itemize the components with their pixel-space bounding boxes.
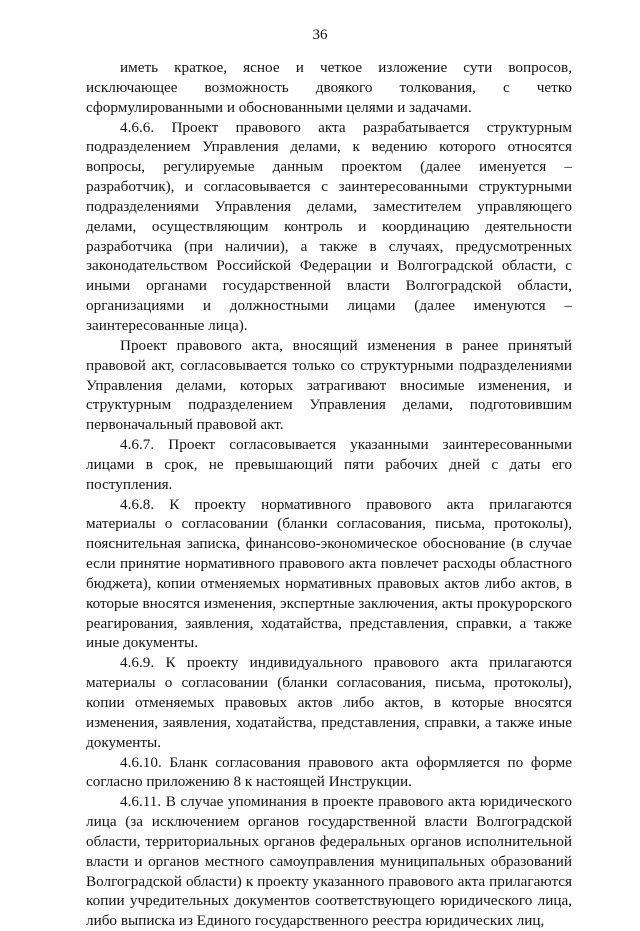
paragraph-4-6-8: 4.6.8. К проекту нормативного правового акта прилагаются материалы о согласовании (бланки согласования, письма, протоколы), пояснительная записка, финансово-экономическое обоснование (в случае если принятие нормативного правового акта повлечет расходы областного бюджета), копии отменяемых нормативных правовых актов либо актов, в которые вносятся изменения, экспертные заключения, акты прокурорского реагирования, заявления, ходатайства, представления, справки, а также иные документы.	[86, 495, 572, 652]
paragraph-4-6-10: 4.6.10. Бланк согласования правового акта оформляется по форме согласно приложению 8 к настоящей Инструкции.	[86, 753, 572, 791]
paragraph-amending-act: Проект правового акта, вносящий изменения в ранее принятый правовой акт, согласовывается только со структурными подразделениями Управления делами, которых затрагивают вносимые изменения, и структурным подразделением Управления делами, подготовившим первоначальный правовой акт.	[86, 336, 572, 434]
paragraph-4-6-11: 4.6.11. В случае упоминания в проекте правового акта юридического лица (за исключением органов государственной власти Волгоградской области, территориальных органов федеральных органов исполнительной власти и органов местного самоуправления муниципальных образований Волгоградской области) к проекту указанного правового акта прилагаются копии учредительных документов соответствующего юридического лица, либо выписка из Единого государственного реестра юридических лиц,	[86, 793, 572, 930]
paragraph-4-6-6: 4.6.6. Проект правового акта разрабатывается структурным подразделением Управления делами, к ведению которого относятся вопросы, регулируемые данным проектом (далее именуется – разработчик), и согласовывается с заинтересованными структурными подразделениями Управления делами, заместителем управляющего делами, осуществляющим контроль и координацию деятельности разработчика (при наличии), а также в случаях, предусмотренных законодательством Российской Федерации и Волгоградской области, с иными органами государственной власти Волгоградской области, организациями и должностными лицами (далее именуются – заинтересованные лица).	[86, 118, 572, 334]
page-number: 36	[312, 27, 328, 43]
paragraph-4-6-9: 4.6.9. К проекту индивидуального правового акта прилагаются материалы о согласовании (бланки согласования, письма, протоколы), копии отменяемых правовых актов либо актов, в которые вносятся изменения, заявления, ходатайства, представления, справки, а также иные документы.	[86, 654, 572, 751]
paragraph-continuation: иметь краткое, ясное и четкое изложение сути вопросов, исключающее возможность двоякого толкования, с четко сформулированными и обоснованными целями и задачами.	[86, 59, 572, 116]
document-body	[86, 58, 572, 931]
paragraph-4-6-7: 4.6.7. Проект согласовывается указанными заинтересованными лицами в срок, не превышающий пяти рабочих дней с даты его поступления.	[86, 436, 572, 493]
